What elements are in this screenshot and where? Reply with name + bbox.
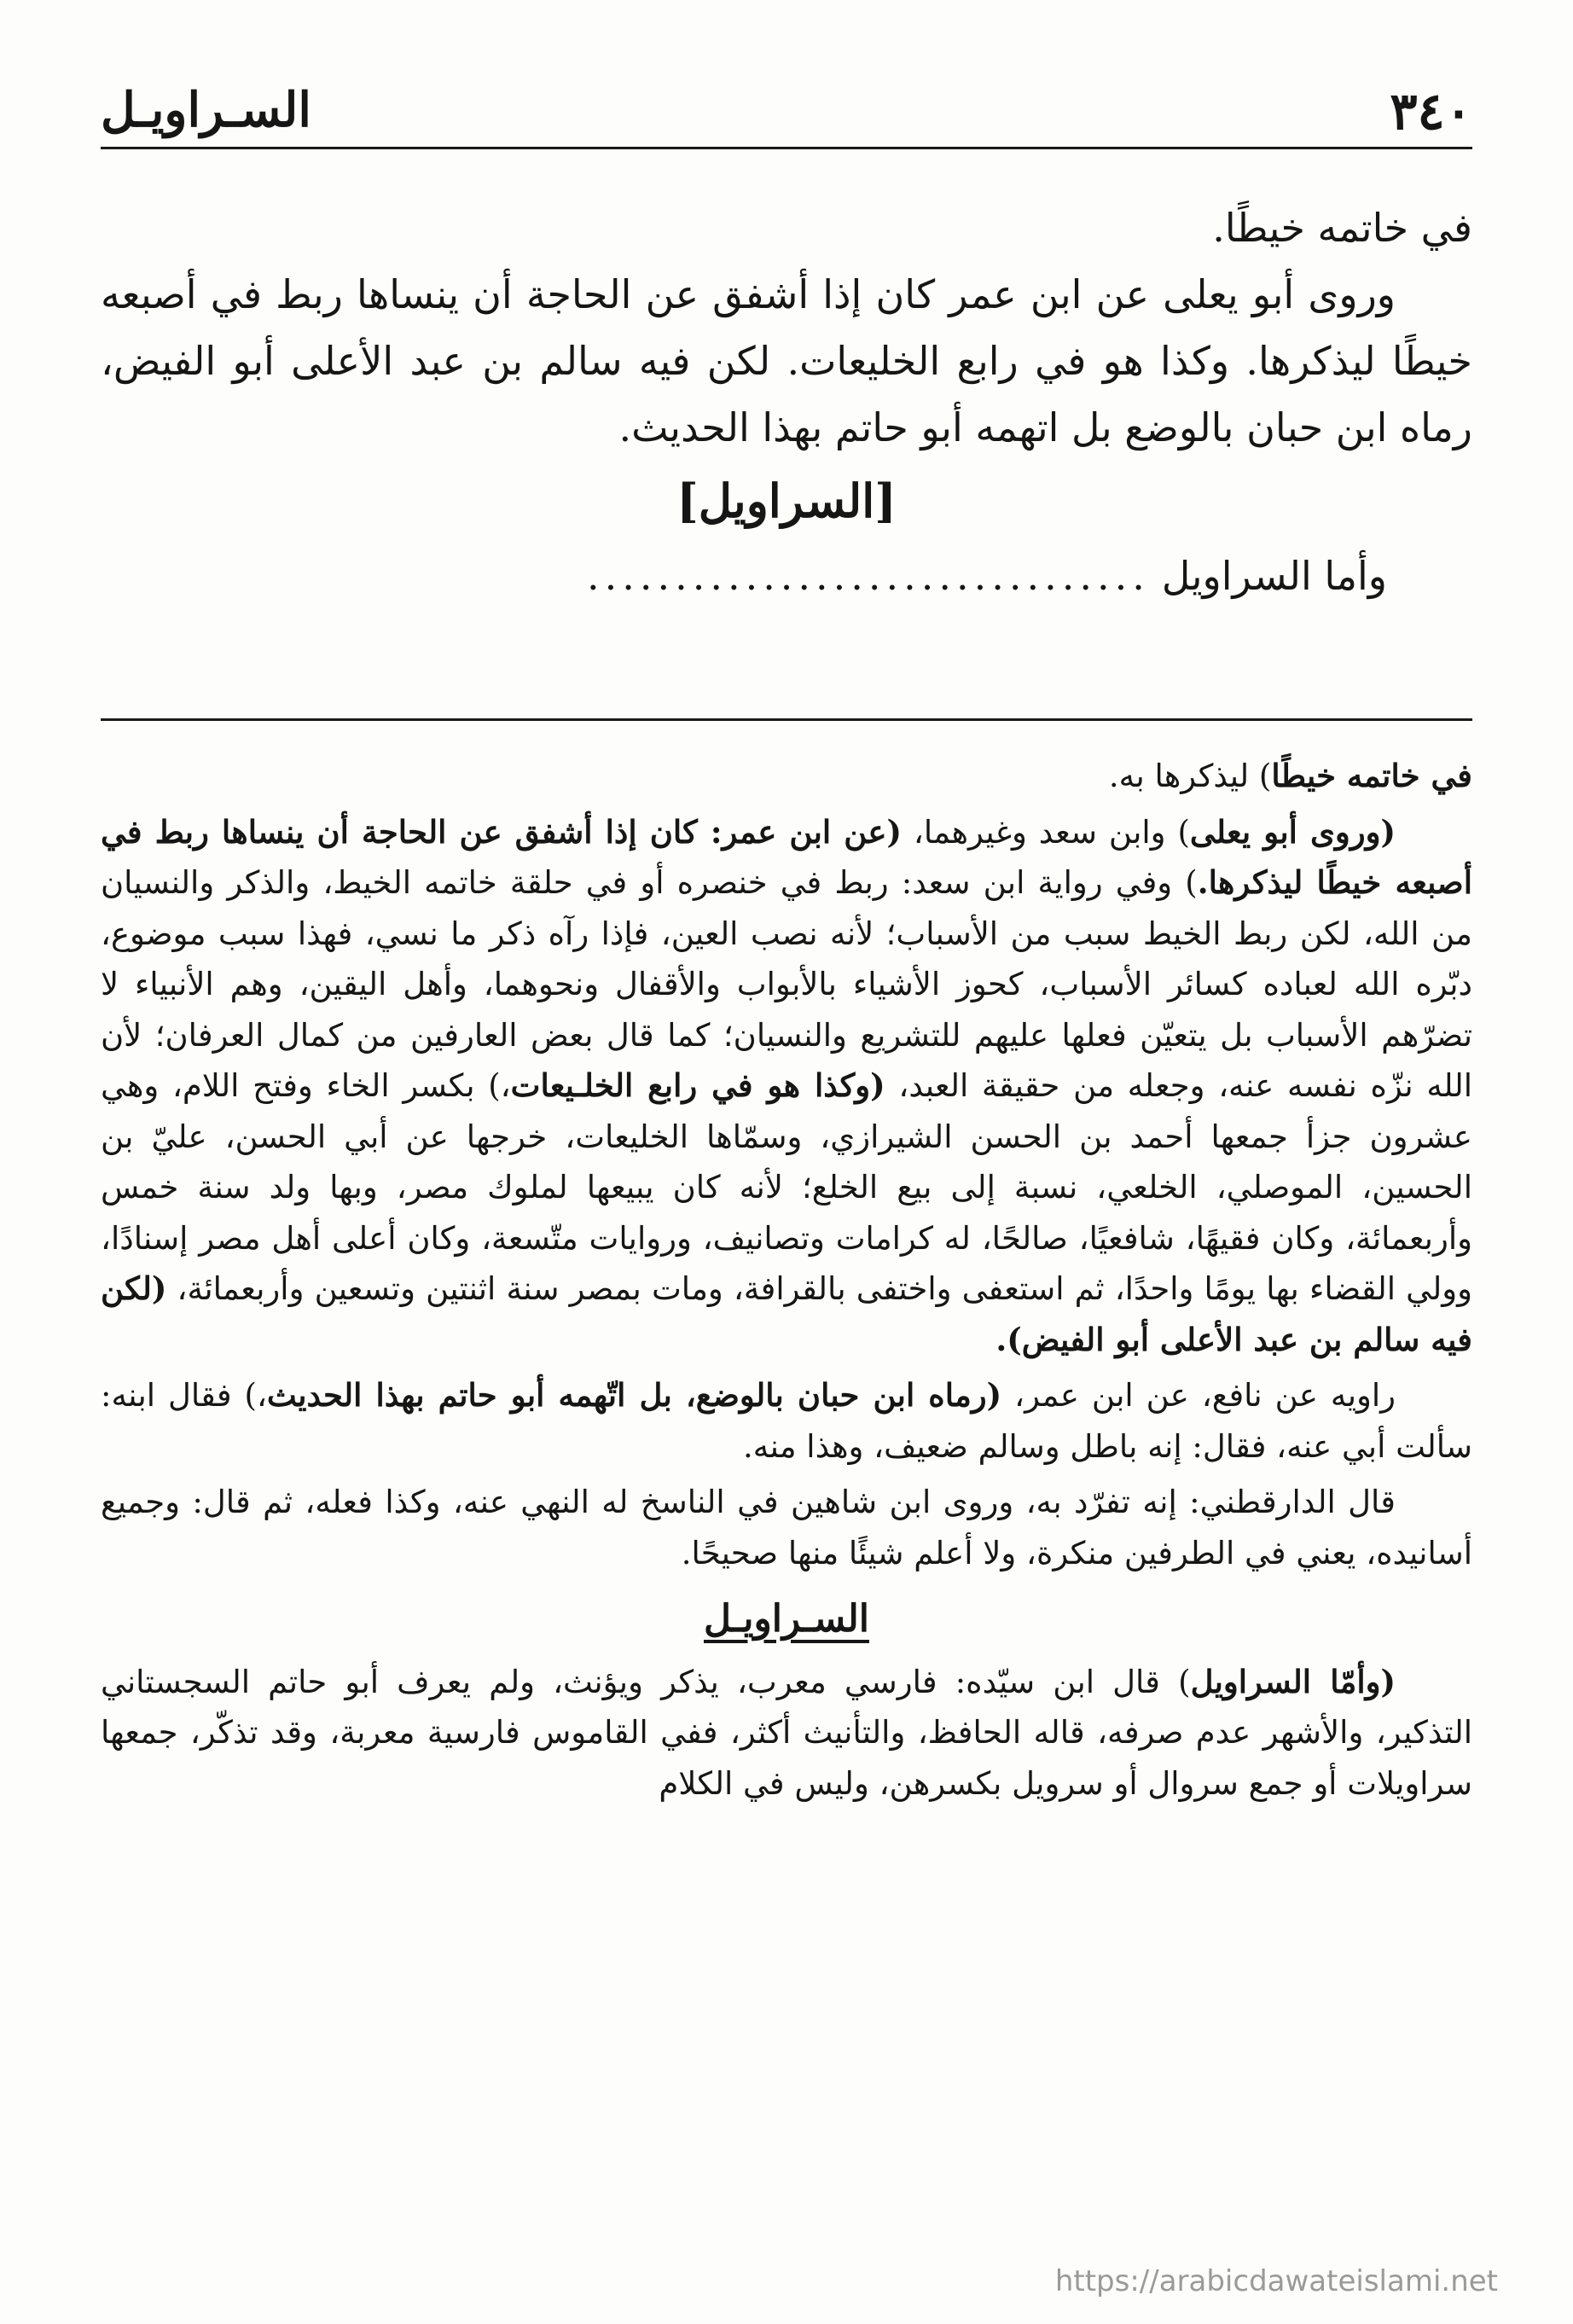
bold-quote-run: في خاتمه خيطًا	[1271, 757, 1472, 794]
commentary-run: ،) فقال ابنه: سألت أبي عنه، فقال: إنه باطل وسالم ضعيف، وهذا منه.	[101, 1377, 1472, 1465]
page-header	[101, 78, 1472, 149]
ellipsis-dots: ................................	[586, 553, 1150, 599]
sharh-paragraph	[101, 807, 1472, 1366]
commentary-run: ،) بكسر الخاء وفتح اللام، وهي عشرون جزأ جمعها أحمد بن الحسن الشيرازي، وسمّاها الخليعات، خرجها عن أبي الحسن، عليّ بن الحسين، الموصلي، الخلعي، نسبة إلى بيع الخلع؛ لأنه كان يبيعها لملوك مصر، وبها ولد سنة خمس وأربعمائة، وكان فقيهًا، شافعيًا، صالحًا، له كرامات وتصانيف، وروايات متّسعة، وكان أعلى أهل مصر إسنادًا، وولي القضاء بها يومًا واحدًا، ثم استعفى واختفى بالقرافة، ومات بمصر سنة اثنتين وتسعين وأربعمائة،	[101, 1067, 1472, 1307]
matn-paragraph: وروى أبو يعلى عن ابن عمر كان إذا أشفق عن الحاجة أن ينساها ربط في أصبعه خيطًا ليذكرها. وكذا هو في رابع الخليعات. لكن فيه سالم بن عبد الأعلى أبو الفيض، رماه ابن حبان بالوضع بل اتهمه أبو حاتم بهذا الحديث.	[101, 271, 1472, 450]
commentary-run: ) قال ابن سيّده: فارسي معرب، يذكر ويؤنث، ولم يعرف أبو حاتم السجستاني التذكير، والأشهر عدم صرفه، قاله الحافظ، والتأنيث أكثر، ففي القاموس فارسية معربة، وقد تذكّر، جمعها سراويلات أو جمع سروال أو سرويل بكسرهن، وليس في الكلام	[101, 1663, 1472, 1802]
commentary-run: ) وابن سعد وغيرهما،	[901, 813, 1190, 851]
sharh-paragraph	[101, 751, 1472, 802]
matn-paragraph: في خاتمه خيطًا.	[1212, 205, 1472, 251]
section-heading: السـراويـل	[704, 1597, 869, 1641]
sharh-paragraph	[101, 1657, 1472, 1810]
section-heading: [السراويل]	[676, 474, 897, 528]
page-number: ٣٤٠	[1390, 82, 1472, 142]
commentary-run: ) ليذكرها به.	[1108, 758, 1272, 794]
commentary-run: راويه عن نافع، عن ابن عمر،	[1001, 1377, 1396, 1414]
running-head: السـراويـل	[101, 82, 311, 138]
bold-quote-run: (عن ابن عمر: كان إذا أشفق عن الحاجة أن ينساها ربط في أصبعه خيطًا ليذكرها.	[101, 812, 1472, 901]
footnote-divider	[101, 718, 1472, 721]
bold-quote-run: (رماه ابن حبان بالوضع، بل اتّهمه أبو حاتم بهذا الحديث	[266, 1376, 1002, 1414]
bold-quote-run: (لكن فيه سالم بن عبد الأعلى أبو الفيض).	[101, 1269, 1472, 1358]
matn-last-line	[101, 543, 1472, 609]
sharh-text	[101, 751, 1472, 1814]
matn-last-line-text: وأما السراويل	[1161, 553, 1387, 599]
bold-quote-run: (وأمّا السراويل	[1190, 1662, 1396, 1700]
bold-quote-run: (وكذا هو في رابع الخلـيعات	[510, 1066, 885, 1104]
commentary-run: ) وفي رواية ابن سعد: ربط في خنصره أو في حلقة خاتمه الخيط، والذكر والنسيان من الله، لكن ربط الخيط سبب من الأسباب؛ لأنه نصب العين، فإذا رآه ذكر ما نسي، فهذا سبب موضوع، دبّره الله لعباده كسائر الأسباب، كحوز الأشياء بالأبواب والأقفال ونحوهما، وأهل اليقين، وهم الأنبياء لا تضرّهم الأسباب بل يتعيّن فعلها عليهم للتشريع والنسيان؛ كما قال بعض العارفين من كمال العرفان؛ لأن الله نزّه نفسه عنه، وجعله من حقيقة العبد،	[101, 864, 1473, 1104]
matn-text	[101, 195, 1472, 609]
sharh-paragraph	[101, 1370, 1472, 1472]
watermark-url: https://arabicdawateislami.net	[1054, 2264, 1498, 2298]
sharh-paragraph: قال الدارقطني: إنه تفرّد به، وروى ابن شاهين في الناسخ له النهي عنه، وكذا فعله، ثم قال: وجميع أسانيده، يعني في الطرفين منكرة، ولا أعلم شيئًا منها صحيحًا.	[101, 1484, 1472, 1572]
bold-quote-run: (وروى أبو يعلى	[1189, 812, 1396, 851]
